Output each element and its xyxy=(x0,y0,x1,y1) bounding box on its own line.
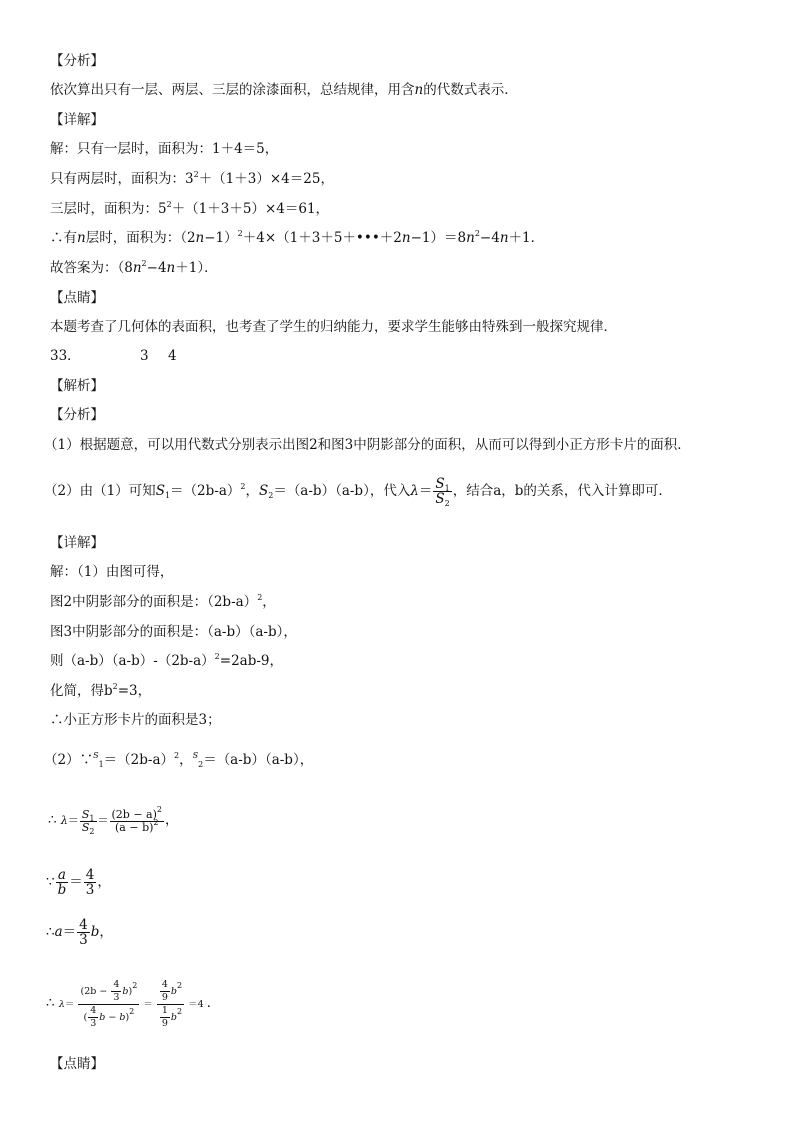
lambda-fraction: $\frac{S_1}{S_2}$ xyxy=(435,476,450,508)
detail-2-line-2: 图2中阴影部分的面积是：$(2b-a)^2$， xyxy=(50,593,276,610)
heading-detail: 【详解】 xyxy=(50,112,104,128)
ratio-a-b-line: ∵ $\frac{a}{b}$ ＝ $\frac{4}{3}$ ， xyxy=(46,867,111,898)
answer-value-1: 3 xyxy=(140,348,149,364)
heading-comment: 【点睛】 xyxy=(50,290,104,306)
heading-detail-2: 【详解】 xyxy=(50,535,104,551)
analysis-2-line-1: （1）根据题意，可以用代数式分别表示出图2和图3中阴影部分的面积，从而可以得到小正方形卡片的面积． xyxy=(44,437,691,453)
lambda-ratio-line: ∴ λ＝ $\frac{S_1}{S_2}$ ＝ $\frac{(2b - a)^2}{(a - b)^2}$ ， xyxy=(48,804,179,836)
heading-comment-2: 【点睛】 xyxy=(50,1056,104,1072)
detail-2-line-5: 化简，得$b^2=3$， xyxy=(50,682,152,699)
answer-line: 故答案为：$(8n^2-4n+1)$． xyxy=(50,259,218,276)
detail-2-line-6: ∴小正方形卡片的面积是3； xyxy=(50,712,221,728)
heading-analysis-2: 【分析】 xyxy=(50,407,104,423)
answer-value-2: 4 xyxy=(168,348,177,364)
comment-text: 本题考查了几何体的表面积，也考查了学生的归纳能力，要求学生能够由特殊到一般探究规律． xyxy=(50,319,617,335)
detail-2-line-7: $(2)\because^S_1=(2b-a)^2$，$^S_2$＝（a-b）（a-b）， xyxy=(44,751,314,769)
detail-line-2: 只有两层时，面积为：$3^2+(1+3)\times 4=25$， xyxy=(50,170,334,187)
analysis-text: 依次算出只有一层、两层、三层的涂漆面积，总结规律，用含n的代数式表示． xyxy=(50,82,518,98)
lambda-result-line: ∴ λ＝ (2b − $\frac{4}{3}$ b)$^2$ ( $\frac{4}{3}$ b − b)$^2$ ＝ $\frac{4}{9}$ $b^2$ $\frac{1}{9}$ $b^2$ ＝4 ． xyxy=(46,979,221,1029)
a-equals-line: ∴a＝ $\frac{4}{3}$ b， xyxy=(46,917,113,948)
detail-2-line-1: 解：（1）由图可得， xyxy=(50,564,174,580)
analysis-2-line-2: （2）由（1）可知$S_1=(2b-a)^2$，$S_2=(a-b)(a-b)$，代入λ＝ $\frac{S_1}{S_2}$ ，结合a，b的关系，代入计算即可． xyxy=(44,476,672,508)
question-number: 33． xyxy=(50,348,81,364)
detail-line-4: ∴有n层时，面积为：$(2n-1)^2+4\times(1+3+5+•••+2n-1)=8n^2-4n+1$． xyxy=(50,229,545,246)
detail-line-1: 解：只有一层时，面积为：1＋4＝5， xyxy=(50,141,279,157)
heading-solution: 【解析】 xyxy=(50,378,104,394)
detail-2-line-4: 则$(a-b)(a-b)-(2b-a)^2=2ab-9$， xyxy=(50,652,284,669)
detail-2-line-3: 图3中阴影部分的面积是：（a-b）（a-b）， xyxy=(50,624,297,640)
big-fraction: (2b − $\frac{4}{3}$ b)$^2$ ( $\frac{4}{3}$ b − b)$^2$ xyxy=(80,979,138,1029)
simplified-fraction: $\frac{4}{9}$ $b^2$ $\frac{1}{9}$ $b^2$ xyxy=(157,979,184,1030)
detail-line-3: 三层时，面积为：$5^2+(1+3+5)\times 4=61$， xyxy=(50,200,330,217)
heading-analysis: 【分析】 xyxy=(50,53,104,69)
